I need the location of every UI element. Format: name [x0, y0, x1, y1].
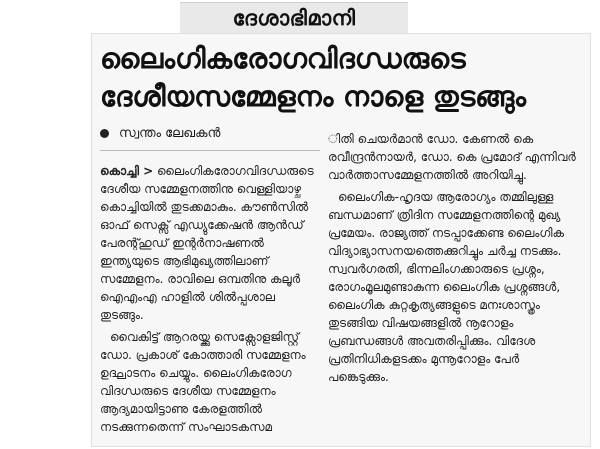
byline-text: സ്വന്തം ലേഖകൻ: [119, 125, 221, 141]
news-clipping: [92, 34, 590, 446]
article-paragraph: ലൈംഗിക-ഹൃദയ ആരോഗ്യം തമ്മിലുള്ള ബന്ധമാണ് ത്രിദിന സമ്മേളനത്തിന്റെ മുഖ്യ പ്രമേയം. രാജ്യത്ത് നടപ്പാക്കേണ്ട ലൈംഗിക വിദ്യാഭ്യാസനയത്തെക്കുറിച്ചും ചർച്ച നടക്കും. സ്വവർഗരതി, ഭിന്നലിംഗക്കാരുടെ പ്രശ്നം, രോഗംമൂലമുണ്ടാകുന്ന ലൈംഗിക പ്രശ്നങ്ങൾ, ലൈംഗിക കുറ്റകൃത്യങ്ങളുടെ മനഃശാസ്ത്രം തുടങ്ങിയ വിഷയങ്ങളിൽ നൂറോളം പ്രബന്ധങ്ങൾ അവതരിപ്പിക്കും. വിദേശ പ്രതിനിധികളടക്കം മുന്നൂറോളം പേർ പങ്കെടുക്കും.: [328, 190, 564, 384]
article-column-left: [100, 162, 320, 440]
headline-line-2: ദേശീയസമ്മേളനം നാളെ തുടങ്ങും: [100, 80, 526, 113]
newspaper-masthead: [180, 2, 408, 33]
article-paragraph: വൈകിട്ട് ആറരയ്ക്കു സെക്സോളജിസ്റ്റ് ഡോ. പ്രകാശ് കോത്താരി സമ്മേളനം ഉദ്ഘാടനം ചെയ്യും. ലൈംഗികരോഗ വിദഗ്ധരുടെ ദേശീയ സമ്മേളനം ആദ്യമായിട്ടാണു കേരളത്തിൽ നടക്കുന്നതെന്ന് സംഘാടകസമ: [100, 330, 306, 434]
article-column-right: [328, 130, 582, 390]
headline-line-1: ലൈംഗികരോഗവിദഗ്ധരുടെ: [100, 42, 466, 75]
byline-divider: [100, 150, 320, 151]
dateline: കൊച്ചി >: [100, 164, 154, 178]
headline: [100, 40, 582, 116]
paragraph-text: ലൈംഗികരോഗവിദഗ്ധരുടെ ദേശീയ സമ്മേളനത്തിനു വെള്ളിയാഴ്ച കൊച്ചിയിൽ തുടക്കമാകും. കൗൺസിൽ ഓഫ് സെക്സ് എഡ്യുക്കേഷൻ ആൻഡ് പേരന്റ്ഹുഡ് ഇന്റർനാഷണൽ ഇന്ത്യയുടെ ആഭിമുഖ്യത്തിലാണ് സമ്മേളനം. രാവിലെ ഒമ്പതിനു കലൂർ ഐഎംഎ ഹാളിൽ ശിൽപ്പശാല തുടങ്ങും.: [100, 164, 314, 322]
article-paragraph: ിതി ചെയർമാൻ ഡോ. കേണൽ കെ രവീന്ദ്രൻനായർ, ഡോ. കെ പ്രമോദ് എന്നിവർ വാർത്താസമ്മേളനത്തിൽ അറിയിച്ചു.: [328, 132, 576, 182]
byline: [100, 122, 300, 144]
bullet-icon: [100, 129, 109, 138]
article-paragraph: [100, 162, 320, 324]
masthead-title: ദേശാഭിമാനി: [232, 5, 356, 30]
